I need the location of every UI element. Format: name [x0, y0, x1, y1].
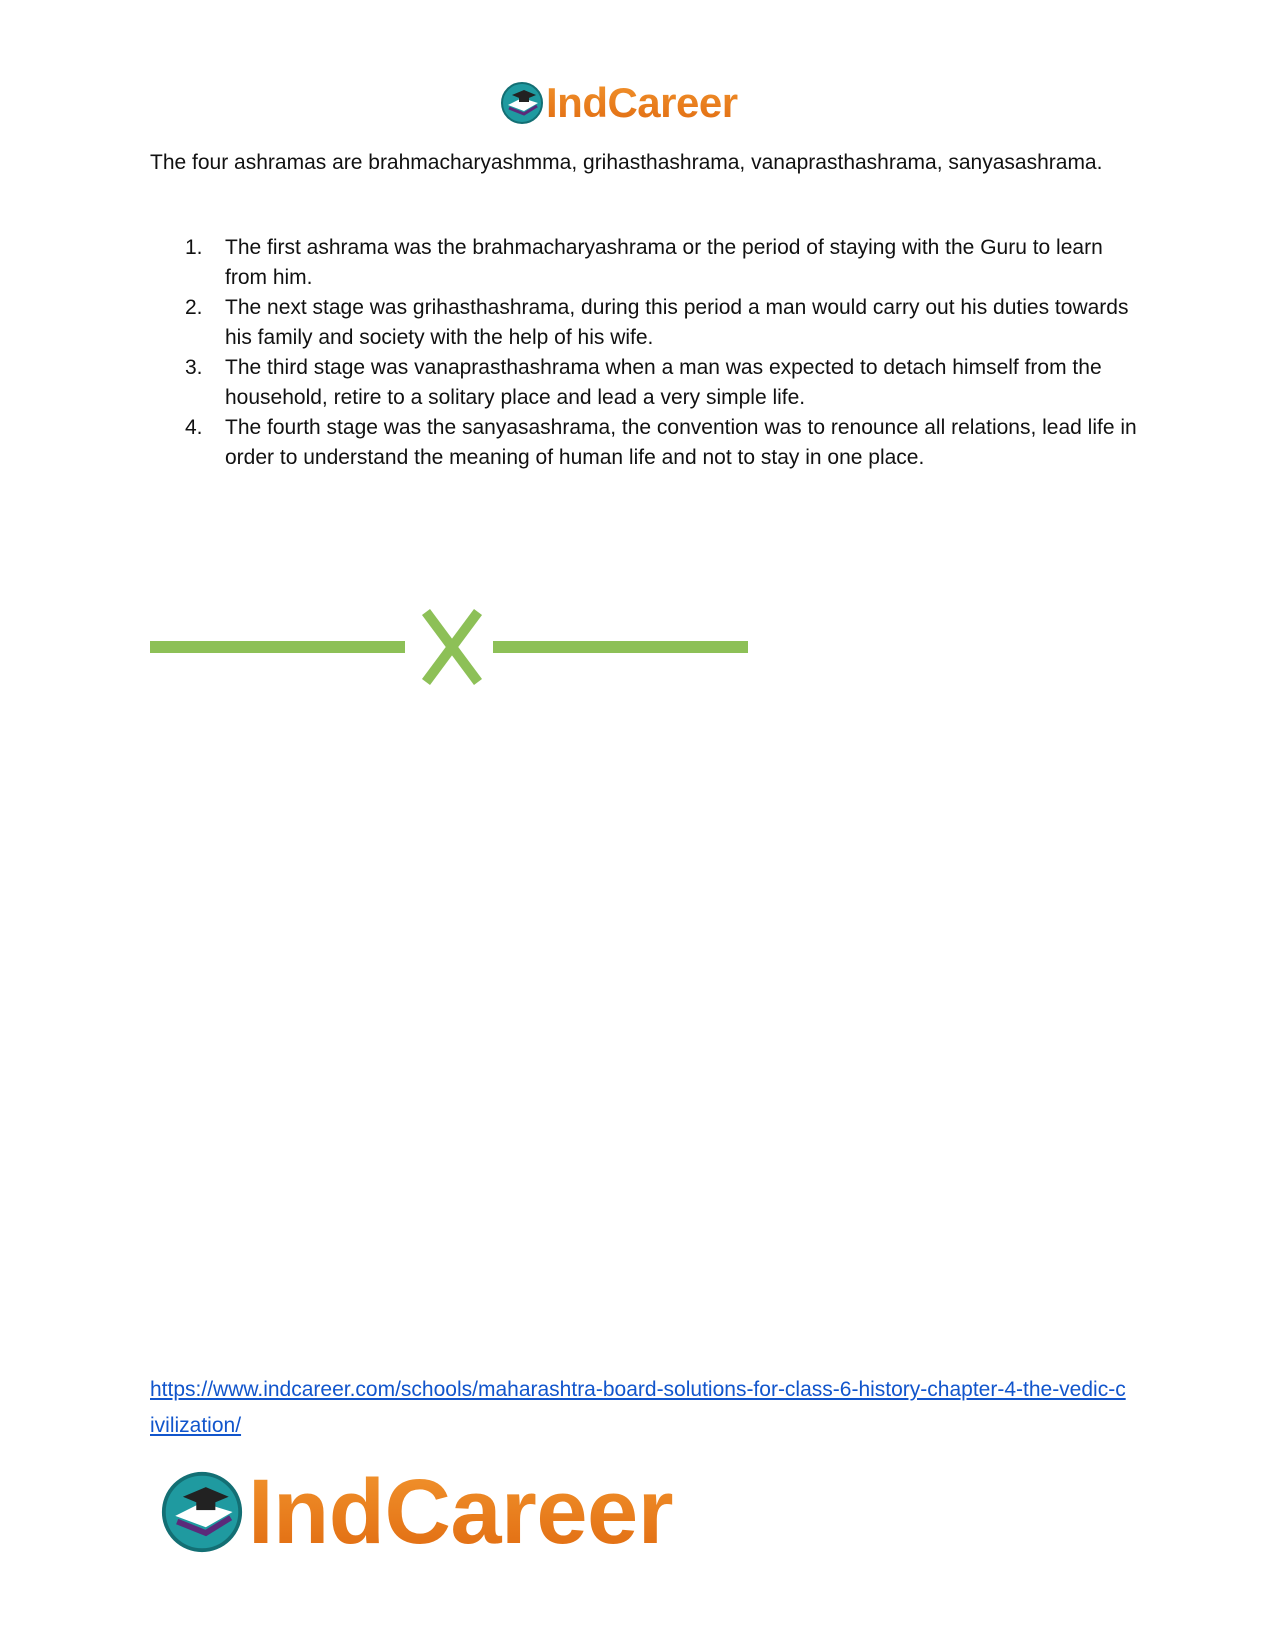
intro-paragraph: The four ashramas are brahmacharyashmma, grihasthashrama, vanaprasthashrama, sanyasashrama.	[150, 151, 1103, 174]
cross-icon	[426, 612, 478, 682]
list-item	[150, 413, 1140, 473]
header-logo	[500, 78, 738, 128]
list-item-number: 2.	[185, 296, 203, 319]
list-item	[150, 353, 1140, 413]
list-item-number: 4.	[185, 416, 203, 439]
graduation-book-icon	[500, 81, 544, 125]
list-item-text: The next stage was grihasthashrama, during this period a man would carry out his duties towards his family and society with the help of his wife.	[225, 296, 1129, 349]
list-item-text: The first ashrama was the brahmacharyashrama or the period of staying with the Guru to learn from him.	[225, 236, 1103, 289]
list-item	[150, 233, 1140, 293]
logo-text: IndCareer	[546, 79, 738, 126]
list-item-text: The fourth stage was the sanyasashrama, the convention was to renounce all relations, lead life in order to understand the meaning of human life and not to stay in one place.	[225, 416, 1137, 469]
list-item-text: The third stage was vanaprasthashrama when a man was expected to detach himself from the household, retire to a solitary place and lead a very simple life.	[225, 356, 1102, 409]
source-link[interactable]: https://www.indcareer.com/schools/maharashtra-board-solutions-for-class-6-history-chapter-4-the-vedic-civilization/	[150, 1378, 1126, 1437]
footer-logo	[160, 1462, 673, 1562]
list-item-number: 1.	[185, 236, 203, 259]
logo-text: IndCareer	[248, 1461, 673, 1563]
section-divider	[150, 608, 750, 688]
list-item	[150, 293, 1140, 353]
graduation-book-icon	[160, 1470, 244, 1554]
list-item-number: 3.	[185, 356, 203, 379]
ashrama-stages-list	[150, 233, 1140, 473]
